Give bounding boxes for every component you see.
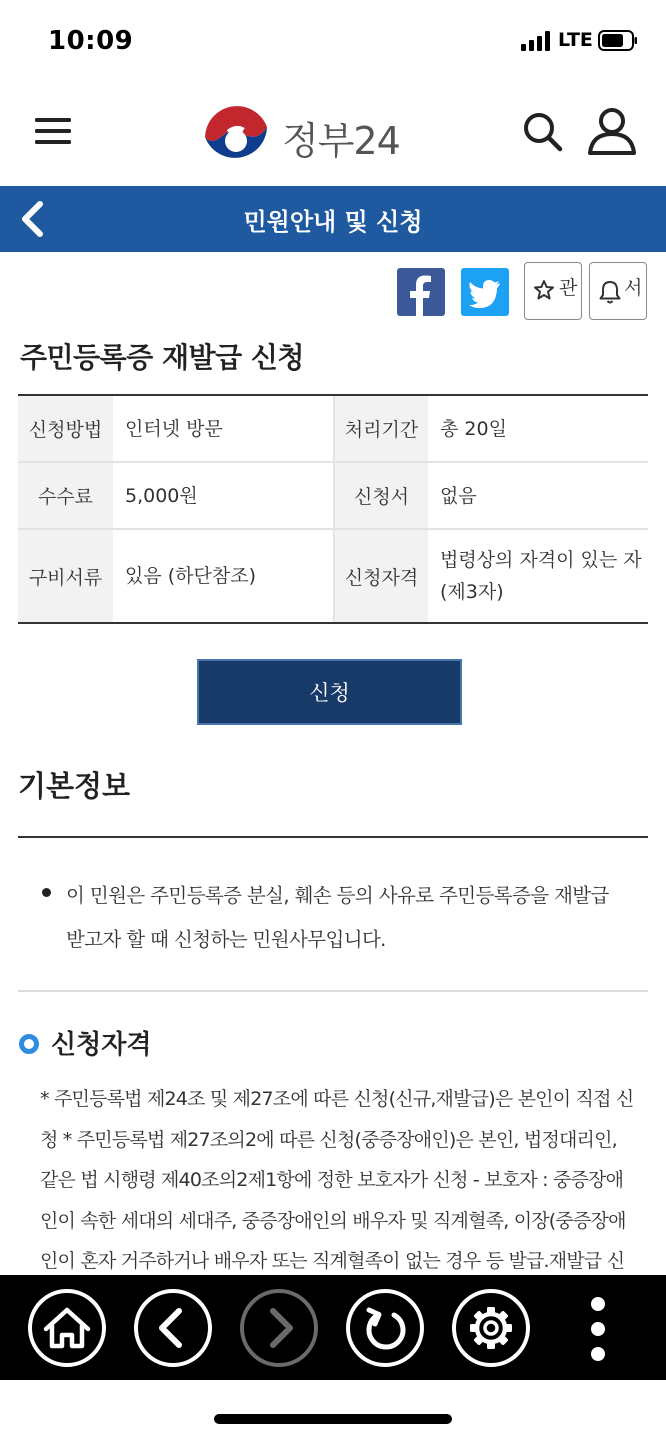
browser-forward-button[interactable] — [240, 1289, 318, 1367]
table-value: 총 20일 — [440, 417, 507, 440]
facebook-share-button[interactable] — [397, 268, 445, 316]
twitter-icon — [461, 268, 509, 316]
qualification-text: * 주민등록법 제24조 및 제27조에 따른 신청(신규,재발급)은 본인이 직접 신청 * 주민등록법 제27조의2에 따른 신청(중증장애인)은 본인, 법정대리인, 같은 법 시행령 제40조의2제1항에 정한 보호자가 신청 - 보호자 : 중증장애인이 속한 세대의 세대주, 중증장애인의 배우자 및 직계혈족, 이장(중증장애인이 혼자 거주하거나 배우자 또는 직계혈족이 없는 경우 등 발급.재발급 신 — [40, 1088, 634, 1272]
home-icon — [32, 1293, 102, 1363]
more-dot-icon — [591, 1347, 605, 1361]
menu-icon[interactable] — [30, 110, 76, 150]
forward-icon — [244, 1293, 314, 1363]
alarm-button[interactable] — [589, 262, 647, 320]
title-bar — [0, 186, 666, 252]
status-time: 10:09 — [48, 26, 134, 56]
settings-button[interactable] — [452, 1289, 530, 1367]
circle-bullet-icon — [19, 1034, 39, 1054]
user-icon[interactable] — [586, 106, 638, 156]
settings-icon — [456, 1293, 526, 1363]
title-bar-text: 민원안내 및 신청 — [243, 208, 423, 236]
table-value: 5,000원 — [125, 484, 198, 507]
alarm-label: 서 — [624, 277, 643, 299]
refresh-button[interactable] — [346, 1289, 424, 1367]
table-label: 신청방법 — [18, 396, 113, 461]
more-dot-icon — [591, 1297, 605, 1311]
table-value: 없음 — [440, 484, 477, 507]
table-label: 수수료 — [18, 463, 113, 528]
share-row — [0, 262, 666, 324]
more-button[interactable] — [578, 1293, 618, 1365]
table-label: 신청자격 — [333, 530, 428, 622]
refresh-icon — [350, 1293, 420, 1363]
battery-icon — [598, 30, 638, 51]
table-label: 신청서 — [333, 463, 428, 528]
apply-button[interactable]: 신청 — [197, 659, 462, 725]
table-row — [18, 396, 648, 463]
star-icon — [533, 279, 555, 301]
logo-text: 정부24 — [282, 119, 400, 163]
table-row — [18, 530, 648, 622]
section-divider — [18, 836, 648, 838]
more-dot-icon — [591, 1322, 605, 1336]
facebook-icon — [397, 268, 445, 316]
page-title: 주민등록증 재발급 신청 — [20, 341, 304, 374]
gov24-logo[interactable] — [201, 97, 401, 167]
app-header — [0, 80, 666, 186]
back-icon — [138, 1293, 208, 1363]
search-icon[interactable] — [520, 108, 564, 154]
twitter-share-button[interactable] — [461, 268, 509, 316]
basic-info-heading: 기본정보 — [18, 769, 131, 803]
table-value: 있음 (하단참조) — [125, 565, 256, 587]
table-value: 인터넷 방문 — [125, 417, 223, 440]
table-value: 법령상의 자격이 있는 자 (제3자) — [440, 549, 642, 603]
divider — [18, 990, 648, 992]
list-item: 이 민원은 주민등록증 분실, 훼손 등의 사유로 주민등록증을 재발급 받고자 할 때 신청하는 민원사무입니다. — [66, 884, 609, 951]
browser-back-button[interactable] — [134, 1289, 212, 1367]
favorite-label: 관 — [559, 277, 578, 299]
table-row — [18, 463, 648, 530]
taegeuk-logo-icon — [201, 97, 271, 167]
table-label: 구비서류 — [18, 530, 113, 622]
browser-toolbar — [0, 1275, 666, 1380]
table-label: 처리기간 — [333, 396, 428, 461]
qualification-heading: 신청자격 — [51, 1030, 152, 1060]
basic-info-list — [40, 874, 630, 962]
network-type: LTE — [558, 29, 593, 51]
signal-icon — [521, 31, 551, 51]
info-table — [18, 394, 648, 624]
bullet-icon — [42, 888, 51, 897]
home-button[interactable] — [28, 1289, 106, 1367]
favorite-button[interactable] — [524, 262, 582, 320]
home-indicator — [214, 1414, 452, 1424]
status-bar — [0, 0, 666, 80]
bell-icon — [598, 279, 622, 305]
